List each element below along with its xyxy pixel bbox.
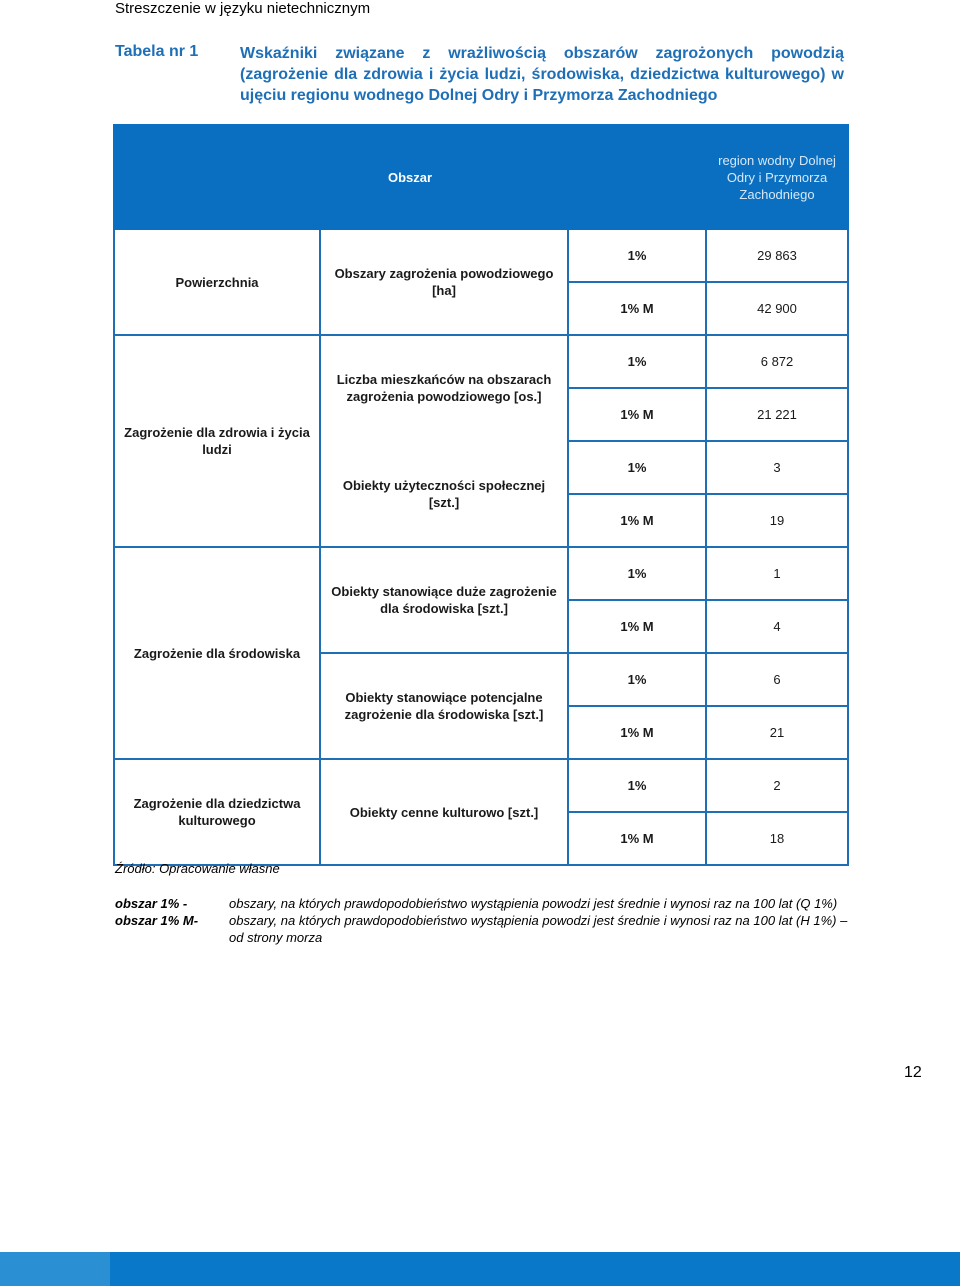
scenario-label: 1% M [568, 706, 706, 759]
indicator-major-hazard: Obiekty stanowiące duże zagrożenie dla środowiska [szt.] [320, 547, 568, 653]
scenario-label: 1% M [568, 282, 706, 335]
value-cell: 19 [706, 494, 848, 547]
value-cell: 42 900 [706, 282, 848, 335]
category-zdrowie: Zagrożenie dla zdrowia i życia ludzi [114, 335, 320, 547]
value-cell: 3 [706, 441, 848, 494]
scenario-label: 1% [568, 653, 706, 706]
footer-bar [0, 1252, 960, 1286]
source-note: Źródło: Opracowanie własne [115, 861, 280, 876]
legend-term: obszar 1% - [115, 896, 188, 911]
scenario-label: 1% M [568, 600, 706, 653]
scenario-label: 1% [568, 547, 706, 600]
indicators-table [113, 124, 849, 866]
indicator-public-facilities: Obiekty użyteczności społecznej [szt.] [320, 441, 568, 547]
scenario-label: 1% [568, 441, 706, 494]
value-cell: 29 863 [706, 229, 848, 282]
value-cell: 21 221 [706, 388, 848, 441]
indicator-residents: Liczba mieszkańców na obszarach zagrożenia powodziowego [os.] [320, 335, 568, 441]
value-cell: 21 [706, 706, 848, 759]
category-powierzchnia: Powierzchnia [114, 229, 320, 335]
value-cell: 6 872 [706, 335, 848, 388]
scenario-label: 1% [568, 335, 706, 388]
indicator-flood-area: Obszary zagrożenia powodziowego [ha] [320, 229, 568, 335]
legend-item [115, 895, 849, 912]
header-area: Obszar [114, 125, 706, 229]
scenario-label: 1% M [568, 388, 706, 441]
value-cell: 6 [706, 653, 848, 706]
indicator-potential-hazard: Obiekty stanowiące potencjalne zagrożenie dla środowiska [szt.] [320, 653, 568, 759]
table-title: Wskaźniki związane z wrażliwością obszarów zagrożonych powodzią (zagrożenie dla zdrowia i życia ludzi, środowiska, dziedzictwa kulturowego) w ujęciu regionu wodnego Dolnej Odry i Przymorza Zachodniego [240, 45, 844, 104]
legend-description: obszary, na których prawdopodobieństwo wystąpienia powodzi jest średnie i wynosi raz na 100 lat (Q 1%) [229, 896, 838, 911]
legend-description: obszary, na których prawdopodobieństwo wystąpienia powodzi jest średnie i wynosi raz na 100 lat (H 1%) – od strony morza [229, 913, 848, 945]
scenario-label: 1% M [568, 812, 706, 865]
value-cell: 18 [706, 812, 848, 865]
running-header: Streszczenie w języku nietechnicznym [115, 0, 371, 17]
category-dziedzictwo: Zagrożenie dla dziedzictwa kulturowego [114, 759, 320, 865]
scenario-label: 1% [568, 759, 706, 812]
table-label: Tabela nr 1 [115, 43, 199, 60]
header-region: region wodny Dolnej Odry i Przymorza Zachodniego [706, 125, 848, 229]
scenario-label: 1% [568, 229, 706, 282]
legend-item [115, 912, 849, 946]
scenario-label: 1% M [568, 494, 706, 547]
legend-term: obszar 1% M- [115, 913, 199, 928]
category-srodowisko: Zagrożenie dla środowiska [114, 547, 320, 759]
value-cell: 4 [706, 600, 848, 653]
value-cell: 2 [706, 759, 848, 812]
indicator-cultural-objects: Obiekty cenne kulturowo [szt.] [320, 759, 568, 865]
legend [115, 895, 849, 946]
value-cell: 1 [706, 547, 848, 600]
page-number: 12 [904, 1064, 922, 1081]
footer-accent-block [0, 1252, 110, 1286]
